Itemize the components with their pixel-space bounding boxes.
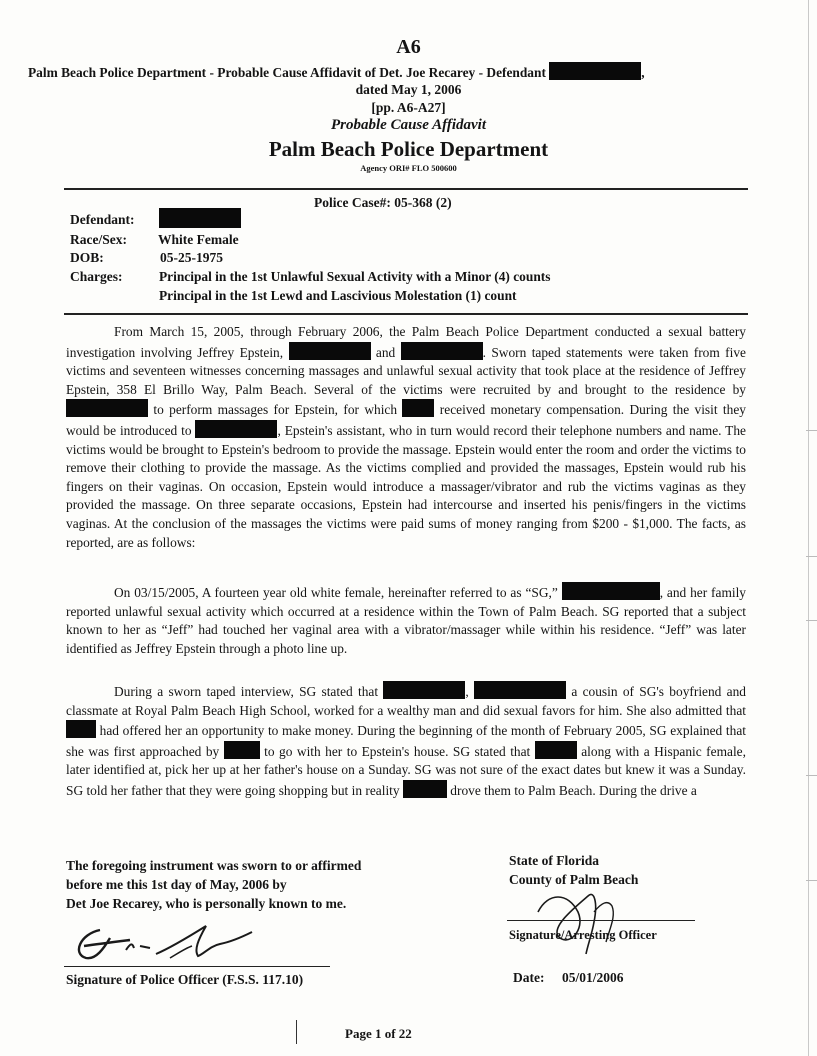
redaction-box	[474, 681, 566, 699]
p1-text: received monetary compensation. During the visit they would be introduced to	[66, 402, 746, 438]
p2-text: On 03/15/2005, A fourteen year old white female, hereinafter referred to as “SG,”	[114, 585, 558, 600]
header-line-3: [pp. A6-A27]	[371, 100, 446, 115]
p2-text: , and her family reported unlawful sexual activity which occurred at a residence within the Town of Palm Beach. SG reported that a subject known to her as “Jeff” had touched her vaginal area with a vibrator/massager while within his residence. “Jeff” was later identified as Jeffrey Epstein through a photo line up.	[66, 585, 747, 656]
p3-text: had offered her an opportunity to make money. During the beginning of the month of February 2005, SG explained that she was first approached by	[66, 723, 746, 759]
p3-text: During a sworn taped interview, SG stated that	[114, 684, 379, 699]
arresting-signature-icon	[528, 882, 648, 962]
redaction-box	[66, 720, 96, 738]
p3-text: drove them to Palm Beach. During the drive a	[450, 782, 697, 798]
scan-tick	[806, 880, 817, 881]
sworn-line-3: Det Joe Recarey, who is personally known to me.	[66, 896, 347, 911]
p1-text: and	[375, 344, 396, 360]
notary-signature-icon	[70, 918, 270, 966]
p1-text: , Epstein's assistant, who in turn would record their telephone numbers and name. The victims would be brought to Epstein's bedroom to provide the massage. Epstein would enter the room and order the victims to remove their clothing to provide the massage. As the victims complied and provided the massages, Epstein would rub his fingers on their vaginas. On occasion, Epstein would introduce a massager/vibrator and rub the victims vaginas as they provided the massage. On three separate occasions, Epstein had intercourse and inserted his penis/fingers in the victims vaginas. At the conclusion of the massages the victims were paid sums of money ranging from $200 - $1,000. The facts, as reported, are as follows:	[66, 422, 746, 550]
header-line-1: Palm Beach Police Department - Probable Cause Affidavit of Det. Joe Recarey - Defendant ,	[28, 62, 645, 81]
date-label: Date:	[513, 970, 545, 985]
race-sex-label: Race/Sex:	[70, 232, 127, 247]
page-number: Page 1 of 22	[345, 1026, 412, 1041]
redaction-box	[66, 399, 148, 417]
date-value: 05/01/2006	[562, 970, 624, 985]
charge-1: Principal in the 1st Unlawful Sexual Activity with a Minor (4) counts	[159, 269, 551, 284]
header-line-2: dated May 1, 2006	[355, 82, 462, 97]
redaction-box	[195, 420, 277, 438]
police-case-number: Police Case#: 05-368 (2)	[314, 195, 452, 210]
p3-text: to go with her to Epstein's house. SG stated that	[264, 743, 531, 759]
charges-label: Charges:	[70, 269, 123, 284]
state-label: State of Florida	[509, 853, 599, 868]
doc-type: Probable Cause Affidavit	[331, 117, 486, 133]
paragraph-2	[66, 582, 746, 658]
redaction-box	[535, 741, 577, 759]
officer-signature-label: Signature of Police Officer (F.S.S. 117.10)	[66, 972, 304, 987]
redaction-box	[159, 208, 241, 228]
department-name: Palm Beach Police Department	[268, 137, 549, 161]
signature-line	[64, 966, 330, 967]
paragraph-3	[66, 681, 746, 801]
divider	[64, 313, 748, 315]
scan-tick	[806, 620, 817, 621]
paragraph-1	[66, 323, 746, 552]
redaction-box	[224, 741, 260, 759]
scan-mark	[296, 1020, 297, 1044]
redaction-box	[562, 582, 660, 600]
county-label: County of Palm Beach	[509, 872, 639, 887]
p3-text: , pick her up at her father's house on a Sunday. SG was not sure of the exact dates but knew it was a Sunday. SG told her father that they were going shopping but in reality	[66, 762, 746, 798]
scan-tick	[806, 556, 817, 557]
scan-tick	[806, 775, 817, 776]
scan-tick	[806, 430, 817, 431]
redaction-box	[401, 342, 483, 360]
sworn-line-2: before me this 1st day of May, 2006 by	[66, 877, 287, 892]
dob-value: 05-25-1975	[160, 250, 223, 265]
redaction-box	[289, 342, 371, 360]
redaction-box	[549, 62, 641, 80]
exhibit-title: A6	[396, 36, 421, 58]
redaction-box	[402, 399, 434, 417]
defendant-label: Defendant:	[70, 212, 135, 227]
p1-text: to perform massages for Epstein, for which	[153, 402, 398, 418]
redaction-box	[383, 681, 465, 699]
redaction-box	[403, 780, 447, 798]
agency-ori: Agency ORI# FLO 500600	[360, 163, 457, 173]
signature-line	[507, 920, 695, 921]
divider	[64, 188, 748, 190]
race-sex-value: White Female	[158, 232, 239, 247]
charge-2: Principal in the 1st Lewd and Lascivious Molestation (1) count	[159, 288, 517, 303]
p3-text: ,	[465, 684, 469, 699]
p3-text: along with a Hispanic female, later identified at	[66, 743, 746, 778]
sworn-line-1: The foregoing instrument was sworn to or affirmed	[66, 858, 362, 873]
arresting-officer-label: Signature/Arresting Officer	[509, 928, 657, 942]
p3-text: a cousin of SG's boyfriend and classmate at Royal Palm Beach High School, worked for a wealthy man and did sexual favors for him. She also admitted that	[66, 684, 746, 718]
header-text: Palm Beach Police Department - Probable Cause Affidavit of Det. Joe Recarey - Defendant	[28, 65, 546, 80]
dob-label: DOB:	[70, 250, 104, 265]
p1-text: . Sworn taped statements were taken from five victims and seventeen witnesses concerning massages and unlawful sexual activity that took place at the residence of Jeffrey Epstein, 358 El Brillo Way, Palm Beach. Several of the victims were recruited by and brought to the residence by	[66, 344, 746, 397]
p1-text: From March 15, 2005, through February 2006, the Palm Beach Police Department conducted a sexual battery investigation involving Jeffrey Epstein,	[66, 324, 746, 360]
